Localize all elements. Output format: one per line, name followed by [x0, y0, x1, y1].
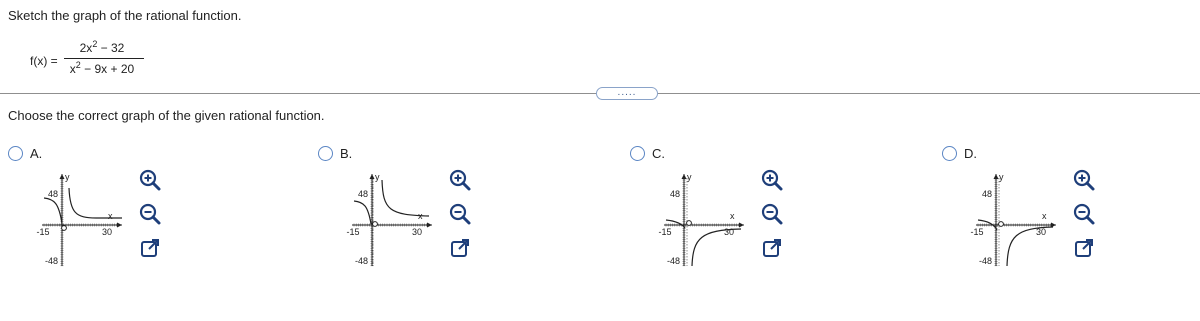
y-tick-bottom: -48: [354, 256, 368, 266]
zoom-out-icon[interactable]: [448, 202, 472, 226]
x-axis-label: x: [108, 211, 113, 221]
question-prompt: Sketch the graph of the rational function.: [8, 8, 242, 23]
denominator: $x^2 - 9x + 20$: [69, 60, 135, 76]
y-tick-bottom: -48: [666, 256, 680, 266]
fraction-bar: [64, 58, 144, 59]
popout-icon[interactable]: [1072, 236, 1096, 260]
x-arrow: [739, 223, 744, 228]
option-b-label: B.: [340, 146, 353, 161]
zoom-out-icon[interactable]: [1072, 202, 1096, 226]
radio-b[interactable]: [318, 146, 333, 161]
y-tick-bottom: -48: [978, 256, 992, 266]
x-axis-label: x: [1042, 211, 1047, 221]
y-axis-label: y: [65, 172, 70, 182]
zoom-in-icon[interactable]: [448, 168, 472, 192]
hole-marker: [999, 222, 1004, 227]
x-tick-right: 30: [101, 227, 113, 237]
x-tick-left: -15: [346, 227, 360, 237]
zoom-in-icon[interactable]: [760, 168, 784, 192]
zoom-in-icon[interactable]: [138, 168, 162, 192]
popout-icon[interactable]: [760, 236, 784, 260]
radio-a[interactable]: [8, 146, 23, 161]
y-tick-bottom: -48: [44, 256, 58, 266]
y-arrow: [370, 174, 375, 179]
y-axis-label: y: [375, 172, 380, 182]
y-axis-label: y: [999, 172, 1004, 182]
numerator: $2x^2 - 32$: [79, 39, 125, 55]
x-tick-right: 30: [411, 227, 423, 237]
hole-marker: [62, 226, 67, 231]
graph-branch-1: [44, 198, 62, 224]
x-tick-left: -15: [36, 227, 50, 237]
function-label: f(x) =: [30, 54, 58, 68]
y-arrow: [994, 174, 999, 179]
popout-icon[interactable]: [448, 236, 472, 260]
more-button[interactable]: .....: [596, 87, 658, 100]
graph-branch-1: [354, 201, 371, 224]
x-tick-left: -15: [658, 227, 672, 237]
option-c-label: C.: [652, 146, 665, 161]
graph-branch-2: [1007, 227, 1053, 266]
zoom-out-icon[interactable]: [138, 202, 162, 226]
x-axis-label: x: [418, 211, 423, 221]
y-arrow: [682, 174, 687, 179]
y-axis-label: y: [687, 172, 692, 182]
x-arrow: [427, 223, 432, 228]
x-tick-right: 30: [723, 227, 735, 237]
choose-instruction: Choose the correct graph of the given rational function.: [8, 108, 325, 123]
hole-marker: [373, 222, 378, 227]
graph-b: [334, 168, 434, 268]
graph-d: [958, 168, 1058, 268]
function-fraction: [60, 40, 144, 77]
graph-branch-2: [69, 188, 122, 218]
option-d-label: D.: [964, 146, 977, 161]
x-arrow: [117, 223, 122, 228]
option-a-label: A.: [30, 146, 43, 161]
y-tick-top: 48: [981, 189, 992, 199]
popout-icon[interactable]: [138, 236, 162, 260]
radio-d[interactable]: [942, 146, 957, 161]
x-axis-label: x: [730, 211, 735, 221]
radio-c[interactable]: [630, 146, 645, 161]
y-tick-top: 48: [357, 189, 368, 199]
y-tick-top: 48: [669, 189, 680, 199]
x-tick-left: -15: [970, 227, 984, 237]
x-tick-right: 30: [1035, 227, 1047, 237]
zoom-in-icon[interactable]: [1072, 168, 1096, 192]
option-d[interactable]: [942, 140, 1200, 280]
zoom-out-icon[interactable]: [760, 202, 784, 226]
hole-marker: [687, 221, 692, 226]
graph-c: [646, 168, 746, 268]
y-tick-top: 48: [47, 189, 58, 199]
graph-a: [24, 168, 124, 268]
